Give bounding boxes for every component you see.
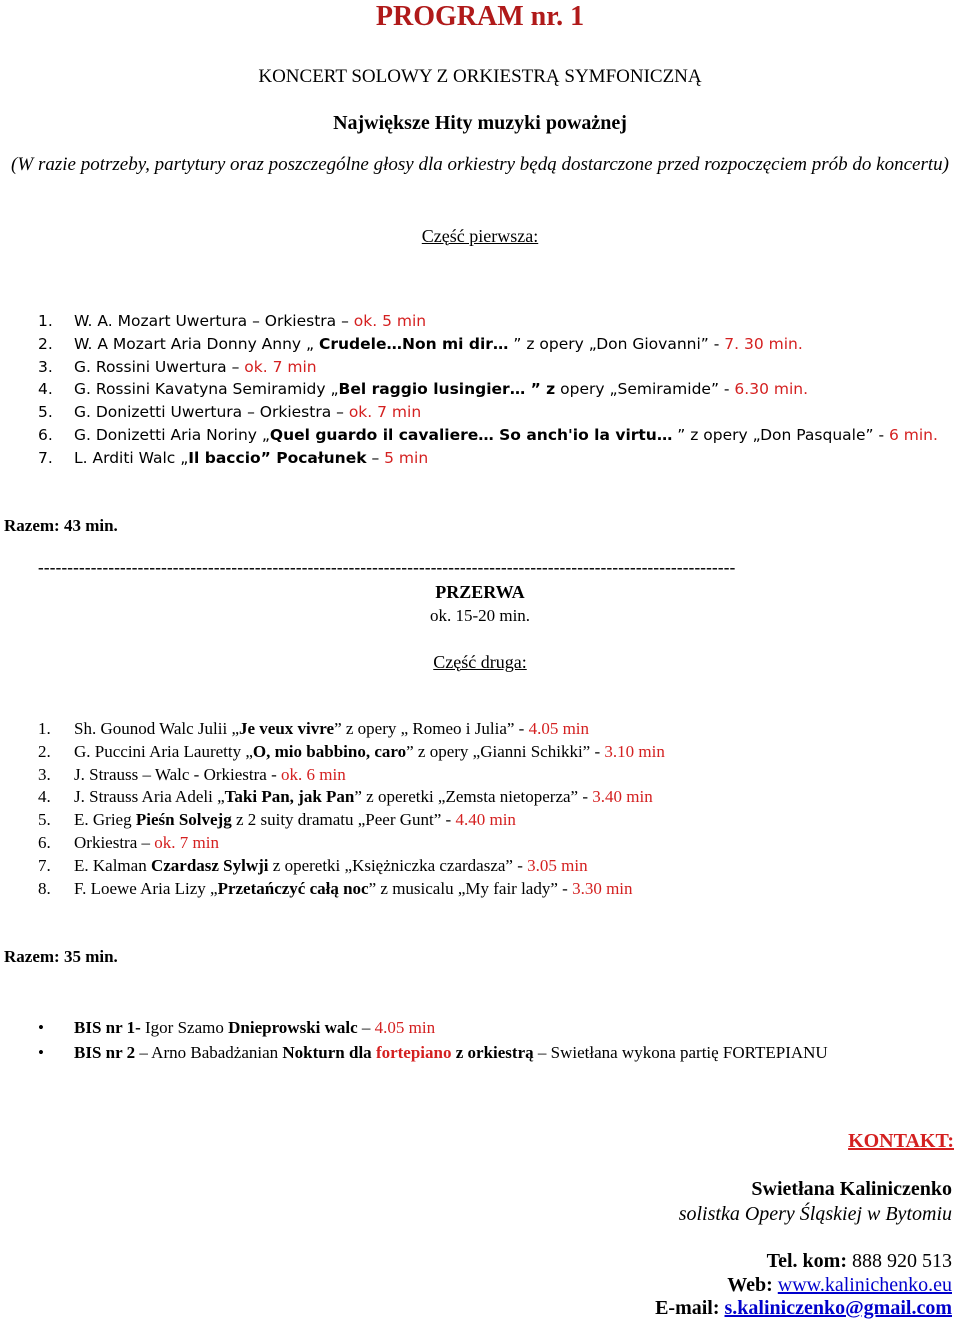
item-composer: W. A Mozart Aria Donny Anny „ [74, 334, 319, 353]
item-composer: Sh. Gounod Walc Julii „ [74, 719, 240, 738]
bullet-icon: • [38, 1043, 44, 1062]
concert-subtitle: Największe Hity muzyki poważnej [333, 112, 627, 134]
item-text [74, 764, 346, 787]
item-text [74, 333, 803, 356]
item-composer: G. Donizetti Aria Noriny „ [74, 425, 270, 444]
list-item [38, 878, 938, 901]
item-duration: 4.40 min [455, 810, 516, 830]
list-item [38, 424, 938, 447]
item-title: O, mio babbino, caro [252, 741, 407, 761]
item-text [74, 424, 938, 447]
list-item [38, 786, 938, 809]
email-link[interactable]: s.kaliniczenko@gmail.com [724, 1297, 952, 1319]
item-title: Crudele…Non mi dir… [318, 334, 509, 353]
item-number: 5. [38, 403, 53, 422]
item-duration: ok. 6 min [281, 764, 346, 784]
encore-composer: Igor Szamo [140, 1018, 229, 1037]
encore-item [38, 1015, 958, 1040]
concert-title: KONCERT SOLOWY Z ORKIESTRĄ SYMFONICZNĄ [258, 66, 702, 87]
list-item [38, 718, 938, 741]
encore-accent: fortepiano [375, 1043, 452, 1062]
part1-heading: Część pierwsza: [421, 226, 539, 246]
item-text [74, 741, 665, 764]
email-label: E-mail: [655, 1297, 720, 1319]
item-text [74, 855, 588, 878]
bullet-icon: • [38, 1018, 44, 1037]
item-composer: E. Grieg [74, 810, 136, 830]
encore-list [38, 1015, 958, 1065]
web-label: Web: [727, 1274, 773, 1296]
break-time: ok. 15-20 min. [429, 606, 531, 625]
encore-text [74, 1015, 435, 1040]
item-duration: ok. 5 min [353, 312, 427, 330]
list-item [38, 855, 938, 878]
list-item [38, 741, 938, 764]
item-title: Taki Pan, jak Pan [224, 787, 355, 807]
part2-list [38, 718, 938, 900]
item-number: 4. [38, 380, 53, 399]
item-duration: 6 min. [888, 425, 938, 444]
part1-total: Razem: 43 min. [4, 516, 118, 535]
encore-accent: 4.05 min [374, 1018, 436, 1037]
item-number: 6. [38, 832, 51, 852]
item-composer: E. Kalman [74, 855, 151, 875]
phone-label: Tel. kom: [766, 1250, 847, 1272]
item-number: 1. [38, 312, 53, 330]
item-text [74, 310, 426, 333]
item-source: opery „Semiramide” - [555, 380, 735, 399]
item-number: 2. [38, 741, 51, 761]
part1-heading-wrap [0, 226, 960, 247]
item-number: 3. [38, 764, 51, 784]
break-label: PRZERWA [435, 582, 525, 602]
item-text [74, 378, 808, 401]
separator: ----------------------------------------------------------------------------------------------------------------------- [38, 558, 736, 577]
item-number: 7. [38, 855, 51, 875]
list-item [38, 401, 938, 424]
web-link[interactable]: www.kalinichenko.eu [777, 1274, 952, 1296]
item-source: ” z opery „Don Pasquale” - [672, 425, 889, 444]
item-number: 1. [38, 719, 51, 738]
item-source: – [366, 448, 385, 467]
item-composer: W. A. Mozart Uwertura – Orkiestra – [74, 312, 354, 330]
item-title: Je veux vivre [239, 719, 335, 738]
item-title: Przetańczyć całą noc [217, 878, 369, 898]
contact-name: Swietłana Kaliniczenko [751, 1178, 952, 1200]
item-duration: 7. 30 min. [724, 334, 803, 353]
encore-rest: z orkiestrą [451, 1043, 534, 1062]
item-composer: Orkiestra – [74, 832, 155, 852]
list-item [38, 832, 938, 855]
item-composer: G. Puccini Aria Lauretty „ [74, 741, 253, 761]
list-item [38, 310, 938, 333]
item-composer: G. Donizetti Uwertura – Orkiestra – [74, 403, 349, 422]
item-duration: ok. 7 min [348, 403, 422, 422]
item-duration: ok. 7 min [244, 357, 317, 376]
item-composer: F. Loewe Aria Lizy „ [74, 878, 218, 898]
encore-title: Nokturn dla [282, 1043, 376, 1062]
item-title: Czardasz Sylwji [150, 855, 269, 875]
list-item [38, 333, 938, 356]
item-composer: J. Strauss Aria Adeli „ [74, 787, 225, 807]
contact-role: solistka Opery Śląskiej w Bytomiu [678, 1203, 952, 1225]
item-composer: L. Arditi Walc „ [74, 448, 189, 467]
part2-heading-wrap [0, 652, 960, 673]
encore-item [38, 1040, 958, 1065]
item-text [74, 832, 219, 855]
item-title: Bel raggio lusingier… ” z [338, 380, 556, 399]
item-number: 3. [38, 357, 53, 376]
item-source: ” z opery „Don Giovanni” - [508, 334, 725, 353]
score-note: (W razie potrzeby, partytury oraz poszczególne głosy dla orkiestry będą dostarczone przed rozpoczęciem prób do koncertu) [11, 154, 949, 175]
item-composer: J. Strauss – Walc - Orkiestra - [74, 764, 281, 784]
item-duration: 5 min [384, 448, 429, 467]
item-source: z 2 suity dramatu „Peer Gunt” - [231, 810, 456, 830]
item-source: ” z opery „Gianni Schikki” - [406, 741, 605, 761]
item-text [74, 401, 421, 424]
item-duration: 3.05 min [527, 855, 588, 875]
contact-phone-row [767, 1250, 952, 1273]
part2-total: Razem: 35 min. [4, 947, 118, 966]
item-composer: G. Rossini Kavatyna Semiramidy „ [74, 380, 339, 399]
item-duration: 3.40 min [592, 787, 653, 807]
item-number: 5. [38, 810, 51, 830]
phone-number[interactable]: 888 920 513 [852, 1250, 952, 1272]
encore-sep: – [357, 1018, 375, 1037]
item-number: 4. [38, 787, 51, 807]
item-composer: G. Rossini Uwertura – [74, 357, 245, 376]
list-item [38, 356, 938, 379]
encore-note: – Swietłana wykona partię FORTEPIANU [533, 1043, 828, 1062]
encore-title: Dnieprowski walc [228, 1018, 358, 1037]
part1-list [38, 310, 938, 470]
item-title: Quel guardo il cavaliere… So anch'io la virtu… [269, 425, 673, 444]
page-title: PROGRAM nr. 1 [375, 1, 585, 32]
item-duration: ok. 7 min [154, 832, 219, 852]
contact-web-row [727, 1274, 952, 1297]
encore-label: BIS nr 1- [74, 1018, 141, 1037]
item-text [74, 718, 589, 741]
list-item [38, 447, 938, 470]
item-text [74, 786, 653, 809]
item-source: z operetki „Księżniczka czardasza” - [268, 855, 528, 875]
item-text [74, 356, 317, 379]
item-source: ” z musicalu „My fair lady” - [368, 878, 573, 898]
item-duration: 3.30 min [572, 878, 633, 898]
item-text [74, 878, 633, 901]
item-number: 6. [38, 425, 53, 444]
part2-heading: Część druga: [433, 652, 527, 672]
encore-composer: – Arno Babadżanian [135, 1043, 283, 1062]
item-source: ” z opery „ Romeo i Julia” - [334, 719, 529, 738]
item-text [74, 809, 516, 832]
item-number: 2. [38, 334, 53, 353]
item-duration: 3.10 min [604, 741, 665, 761]
list-item [38, 809, 938, 832]
list-item [38, 378, 938, 401]
item-duration: 6.30 min. [734, 380, 809, 399]
item-number: 8. [38, 878, 51, 898]
item-number: 7. [38, 448, 53, 467]
contact-email-row [655, 1297, 952, 1320]
list-item [38, 764, 938, 787]
item-title: Pieśn Solvejg [135, 810, 232, 830]
item-duration: 4.05 min [528, 719, 590, 738]
contact-heading: KONTAKT: [848, 1130, 954, 1152]
encore-text [74, 1040, 828, 1065]
item-source: ” z operetki „Zemsta nietoperza” - [354, 787, 593, 807]
item-title: Il baccio” Pocałunek [188, 448, 367, 467]
encore-label: BIS nr 2 [74, 1043, 136, 1062]
item-text [74, 447, 428, 470]
